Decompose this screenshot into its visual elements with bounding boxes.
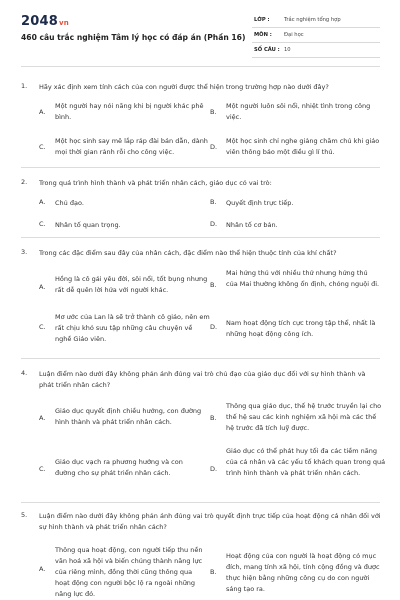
option-text: Giáo dục quyết định chiều hướng, con đường hình thành và phát triển nhân cách. (55, 407, 202, 426)
meta-box (252, 14, 380, 59)
option-text: Một người luôn sôi nổi, nhiệt tình trong công việc. (226, 102, 371, 121)
option-letter: C. (39, 465, 46, 473)
meta-row-class (252, 14, 380, 28)
question-text: Hãy xác định xem tính cách của con người được thể hiện trong trường hợp nào dưới đây? (39, 83, 329, 91)
option-text: Chủ đạo. (55, 199, 84, 207)
option-text: Một học sinh say mê lắp ráp đài bán dẫn, dành mọi thời gian rảnh rỗi cho công việc. (55, 137, 208, 156)
option-letter: A. (39, 414, 46, 422)
option-letter: D. (210, 143, 218, 151)
site-logo[interactable] (21, 14, 69, 29)
option-letter: A. (39, 565, 46, 573)
option-letter: B. (210, 198, 217, 206)
meta-label: SỐ CÂU : (254, 47, 280, 53)
option-letter: C. (39, 143, 46, 151)
divider (21, 237, 380, 238)
option-text: Một người hay nói năng khi bị người khác phê bình. (55, 102, 204, 121)
option-letter: D. (210, 323, 218, 331)
option-text: Nhân tố cơ bản. (226, 221, 278, 229)
question-text: Trong các đặc điểm sau đây của nhân cách, đặc điểm nào thể hiện thuộc tính của khí chất? (39, 249, 337, 257)
divider (21, 66, 380, 67)
option-text: Thông qua giáo dục, thế hệ trước truyền lại cho thế hệ sau các kinh nghiệm xã hội mà các thế hệ trước đã tích luỹ được. (226, 402, 382, 432)
option-text: Thông qua hoạt động, con người tiếp thu nền văn hoá xã hội và biến chúng thành năng lực của riêng mình, đồng thời cũng thông qua hoạt động con người bộc lộ ra ngoài những năng lực đó. (55, 546, 203, 598)
header (0, 0, 400, 64)
option-text: Quyết định trực tiếp. (226, 199, 294, 207)
logo-main: 2048 (21, 14, 58, 29)
option-text: Giáo dục vạch ra phương hướng và con đường cho sự phát triển nhân cách. (55, 458, 183, 477)
option-letter: C. (39, 220, 46, 228)
option-letter: D. (210, 220, 218, 228)
option-letter: A. (39, 198, 46, 206)
meta-value: Trắc nghiệm tổng hợp (284, 17, 341, 23)
option-letter: D. (210, 465, 218, 473)
option-letter: B. (210, 568, 217, 576)
option-text: Một học sinh chỉ nghe giảng chăm chú khi giáo viên thông báo một điều gì lí thú. (226, 137, 380, 156)
option-letter: C. (39, 323, 46, 331)
divider (21, 167, 380, 168)
meta-row-count (252, 44, 380, 58)
question-number: 2. (21, 178, 28, 186)
question-number: 5. (21, 511, 28, 519)
meta-label: LỚP : (254, 17, 270, 23)
divider (21, 502, 380, 503)
option-letter: A. (39, 108, 46, 116)
question-number: 4. (21, 369, 28, 377)
option-text: Nhân tố quan trọng. (55, 221, 121, 229)
question-number: 3. (21, 248, 28, 256)
meta-label: MÔN : (254, 32, 272, 38)
option-letter: B. (210, 108, 217, 116)
option-letter: B. (210, 281, 217, 289)
logo-suffix: vn (58, 19, 69, 27)
document-title: 460 câu trắc nghiệm Tâm lý học có đáp án (Phần 16) (21, 33, 246, 42)
question-text: Luận điểm nào dưới đây không phản ánh đúng vai trò chủ đạo của giáo dục đối với sự hình thành và phát triển nhân cách? (39, 370, 366, 389)
option-letter: B. (210, 414, 217, 422)
question-number: 1. (21, 82, 28, 90)
meta-row-subject (252, 29, 380, 43)
meta-value: 10 (284, 47, 291, 53)
question-text: Luận điểm nào dưới đây không phản ánh đúng vai trò quyết định trực tiếp của hoạt động cá nhân đối với sự hình thành và phát triển nhân cách? (39, 512, 381, 531)
option-text: Nam hoạt động tích cực trong tập thể, nhất là những hoạt động công ích. (226, 319, 376, 338)
divider (21, 358, 380, 359)
option-text: Mai hứng thú với nhiều thứ nhưng hứng thú của Mai thường không ổn định, chóng nguội đi. (226, 269, 380, 288)
option-text: Hoạt động của con người là hoạt động có mục đích, mang tính xã hội, tính cộng đồng và được thực hiện bằng những công cụ do con người sáng tạo ra. (226, 552, 380, 593)
option-text: Hồng là cô gái yêu đời, sôi nổi, tốt bụng nhưng rất dễ quên lời hứa với người khác. (55, 275, 208, 294)
option-letter: A. (39, 283, 46, 291)
question-text: Trong quá trình hình thành và phát triển nhân cách, giáo dục có vai trò: (39, 179, 272, 187)
option-text: Mơ ước của Lan là sẽ trở thành cô giáo, nên em rất chịu khó sưu tập những câu chuyện về nghề Giáo viên. (55, 313, 210, 343)
option-text: Giáo dục có thể phát huy tối đa các tiềm năng của cá nhân và các yếu tố khách quan trong quá trình hình thành và phát triển nhân cách. (226, 447, 386, 477)
meta-value: Đại học (284, 32, 304, 38)
